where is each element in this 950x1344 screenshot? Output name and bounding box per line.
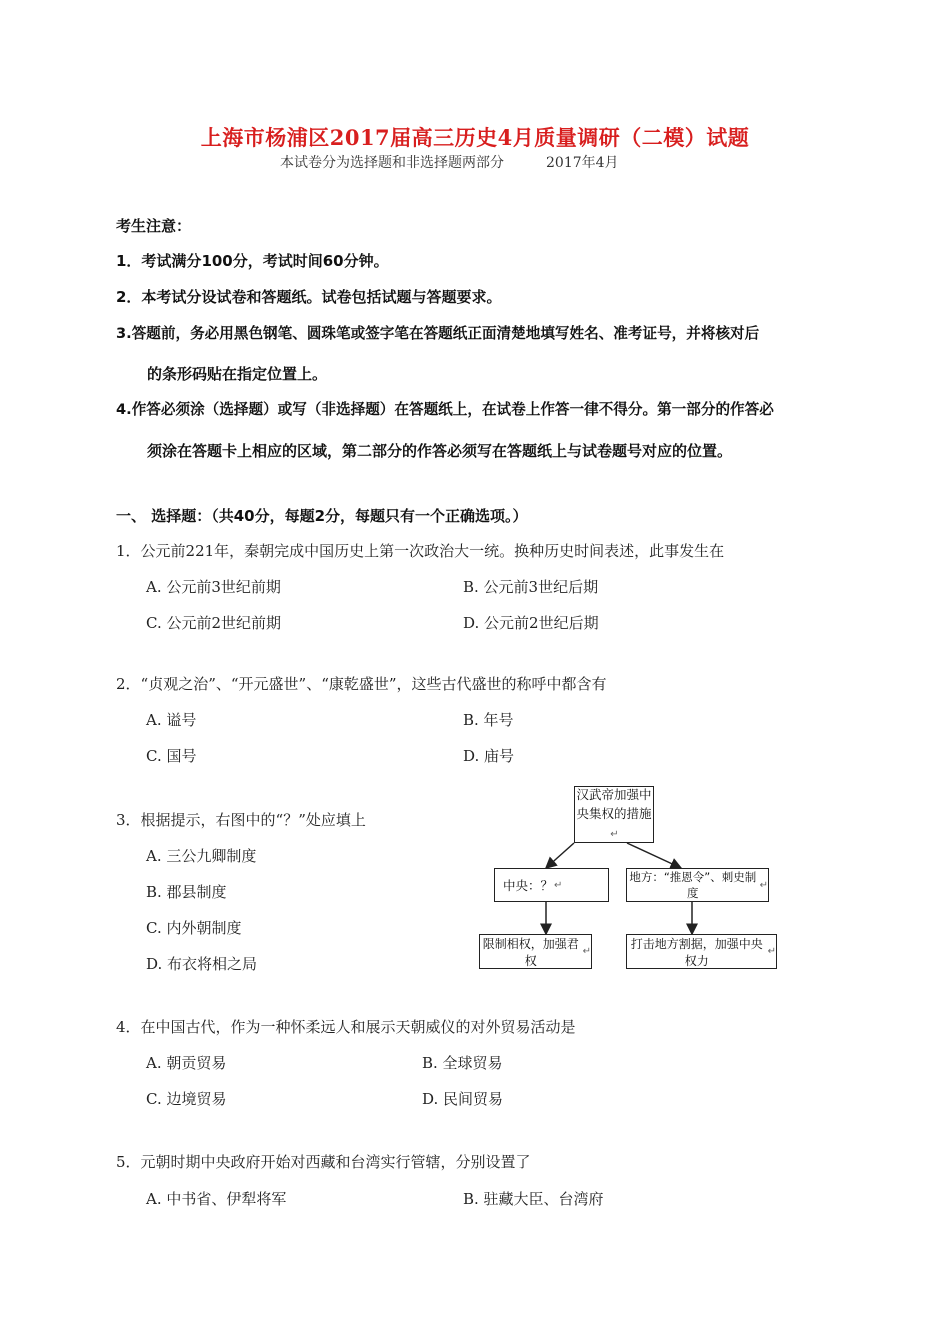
subtitle-text: 本试卷分为选择题和非选择题两部分 [280,155,504,171]
question-4-option-c[interactable]: C. 边境贸易 [146,1090,227,1108]
question-1-option-c[interactable]: C. 公元前2世纪前期 [146,614,282,632]
arrow-to-local [627,843,681,868]
section-heading: 一、 选择题：（共40分，每题2分，每题只有一个正确选项。） [116,507,528,525]
diagram-local-result: 打击地方割据，加强中央权力 [630,936,763,968]
notice-item-continued: 的条形码贴在指定位置上。 [147,365,328,383]
notice-item: 1．考试满分100分，考试时间60分钟。 [116,252,389,270]
question-1-option-d[interactable]: D. 公元前2世纪后期 [463,614,599,632]
question-3-option-b[interactable]: B. 郡县制度 [146,883,227,901]
paragraph-mark: ↵ [759,879,768,891]
diagram-root-line1: 汉武帝加强中 [576,787,652,802]
diagram-local-box [626,868,769,902]
paragraph-mark: ↵ [582,946,591,957]
question-2-option-a[interactable]: A. 谥号 [146,711,197,729]
question-2-option-c[interactable]: C. 国号 [146,747,197,765]
question-3-option-a[interactable]: A. 三公九卿制度 [146,847,257,865]
diagram-local-label: 地方：“推恩令”、刺史制度 [629,870,757,900]
question-4-option-b[interactable]: B. 全球贸易 [422,1054,503,1072]
diagram-root-box [574,786,654,843]
question-2-option-b[interactable]: B. 年号 [463,711,514,729]
question-1-stem: 1．公元前221年，秦朝完成中国历史上第一次政治大一统。换种历史时间表述，此事发生在 [116,542,725,560]
question-5-stem: 5．元朝时期中央政府开始对西藏和台湾实行管辖，分别设置了 [116,1153,531,1171]
diagram-central-result: 限制相权，加强君权 [482,936,579,968]
notice-item: 2．本考试分设试卷和答题纸。试卷包括试题与答题要求。 [116,288,502,306]
paragraph-mark: ↵ [554,879,563,891]
page-title: 上海市杨浦区2017届高三历史4月质量调研（二模）试题 [200,125,750,150]
question-3-option-c[interactable]: C. 内外朝制度 [146,919,242,937]
question-1-option-a[interactable]: A. 公元前3世纪前期 [146,578,281,596]
diagram-local-result-box [626,934,777,969]
arrow-to-central [546,843,574,868]
question-3-stem: 3．根据提示，右图中的“？”处应填上 [116,811,366,829]
question-5-option-b[interactable]: B. 驻藏大臣、台湾府 [463,1190,604,1208]
question-4-option-d[interactable]: D. 民间贸易 [422,1090,504,1108]
diagram-central-box [494,868,609,902]
paragraph-mark: ↵ [767,946,776,957]
notice-item: 3.答题前，务必用黑色钢笔、圆珠笔或签字笔在答题纸正面清楚地填写姓名、准考证号，并将核对后 [116,325,760,342]
question-3-option-d[interactable]: D. 布衣将相之局 [146,955,258,973]
diagram-root-line2: 央集权的措施 [576,806,652,821]
question-4-stem: 4．在中国古代，作为一种怀柔远人和展示天朝威仪的对外贸易活动是 [116,1018,576,1036]
notice-heading: 考生注意： [116,217,192,235]
exam-date: 2017年4月 [546,155,619,171]
notice-item: 4.作答必须涂（选择题）或写（非选择题）在答题纸上，在试卷上作答一律不得分。第一部分的作答必 [116,401,774,418]
paragraph-mark: ↵ [610,829,619,840]
diagram-central-result-box [479,934,592,969]
question-2-stem: 2．“贞观之治”、“开元盛世”、“康乾盛世”，这些古代盛世的称呼中都含有 [116,675,607,693]
diagram-central-label: 中央：？ [503,878,554,893]
question-4-option-a[interactable]: A. 朝贡贸易 [146,1054,227,1072]
question-1-option-b[interactable]: B. 公元前3世纪后期 [463,578,599,596]
question-2-option-d[interactable]: D. 庙号 [463,747,515,765]
notice-item-continued: 须涂在答题卡上相应的区域，第二部分的作答必须写在答题纸上与试卷题号对应的位置。 [147,442,733,460]
question-5-option-a[interactable]: A. 中书省、伊犁将军 [146,1190,287,1208]
